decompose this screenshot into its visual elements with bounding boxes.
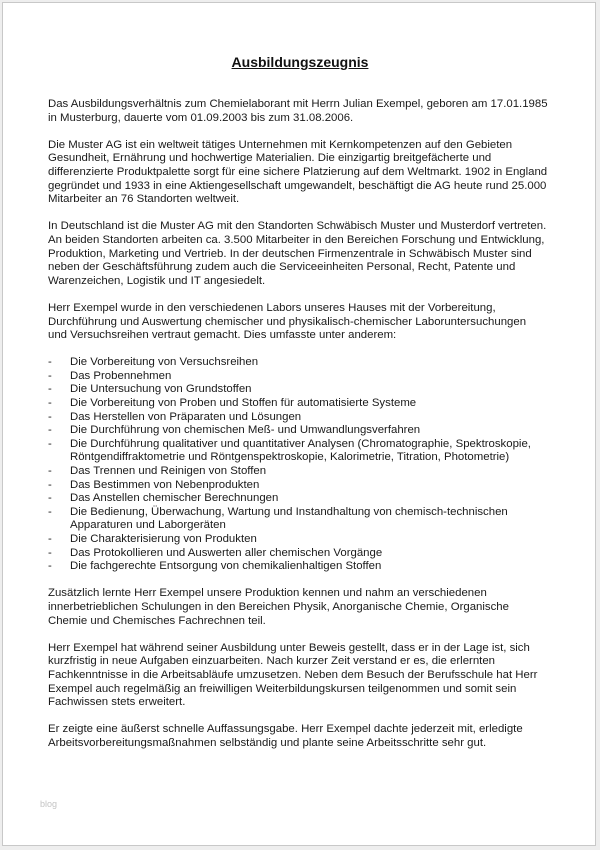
list-item: - Das Herstellen von Präparaten und Lösungen	[48, 410, 302, 423]
paragraph-performance: Herr Exempel hat während seiner Ausbildung unter Beweis gestellt, dass er in der Lage ist, sich kurzfristig in neue Aufgaben einzuarbeiten. Nach kurzer Zeit verstand er es, die erlernten Fachkenntnisse in die Arbeitsabläufe umzusetzen. Neben dem Besuch der Berufsschule hat Herr Exempel auch regelmäßig an freiwilligen Weiterbildungskursen teilgenommen und somit sein Fachwissen stets erweitert.	[48, 641, 538, 709]
watermark: blog	[40, 799, 58, 809]
paragraph-employment-period: Das Ausbildungsverhältnis zum Chemielaborant mit Herrn Julian Exempel, geboren am 17.01.1985 in Musterburg, dauerte vom 01.09.2003 bis zum 31.08.2006.	[48, 98, 548, 124]
list-item: - Das Protokollieren und Auswerten aller chemischen Vorgänge	[48, 546, 383, 559]
list-item: - Die Untersuchung von Grundstoffen	[48, 383, 252, 396]
paragraph-company-profile: Die Muster AG ist ein weltweit tätiges Unternehmen mit Kernkompetenzen auf den Gebieten Gesundheit, Ernährung und hochwertige Materialien. Die einzigartig breitgefächerte und differenzierte Produktpalette sorgt für eine sichere Platzierung auf dem Weltmarkt. 1902 in England gegründet und 1933 in eine Aktiengesellschaft umgewandelt, beschäftigt die AG heute rund 25.000 Mitarbeiter an 76 Standorten weltweit.	[48, 138, 548, 206]
list-item: - Die fachgerechte Entsorgung von chemikalienhaltigen Stoffen	[48, 560, 382, 573]
duties-list	[48, 356, 548, 574]
list-item: - Die Bedienung, Überwachung, Wartung und Instandhaltung von chemisch-technischen Apparaturen und Laborgeräten	[48, 505, 508, 532]
list-item: - Das Trennen und Reinigen von Stoffen	[48, 465, 267, 478]
document-page	[2, 2, 596, 846]
list-item: - Die Vorbereitung von Versuchsreihen	[48, 356, 259, 369]
list-item: - Die Durchführung qualitativer und quantitativer Analysen (Chromatographie, Spektroskopie, Röntgendiffraktometrie und Röntgenspektroskopie, Kalorimetrie, Titration, Photometrie)	[48, 437, 531, 464]
list-item: - Die Charakterisierung von Produkten	[48, 533, 257, 545]
paragraph-duties-intro: Herr Exempel wurde in den verschiedenen Labors unseres Hauses mit der Vorbereitung, Durchführung und Auswertung chemischer und physikalisch-chemischer Laboruntersuchungen und Versuchsreihen vertraut gemacht. Dies umfasste unter anderem:	[48, 301, 527, 342]
list-item: - Die Vorbereitung von Proben und Stoffen für automatisierte Systeme	[48, 397, 417, 410]
list-item: - Das Anstellen chemischer Berechnungen	[48, 492, 279, 505]
paragraph-assessment: Er zeigte eine äußerst schnelle Auffassungsgabe. Herr Exempel dachte jederzeit mit, erledigte Arbeitsvorbereitungsmaßnahmen selbständig und plante seine Arbeitsschritte sehr gut.	[48, 723, 523, 749]
document-title: Ausbildungszeugnis	[231, 54, 369, 70]
list-item: - Das Bestimmen von Nebenprodukten	[48, 478, 260, 491]
paragraph-germany-locations: In Deutschland ist die Muster AG mit den Standorten Schwäbisch Muster und Musterdorf vertreten. An beiden Standorten arbeiten ca. 3.500 Mitarbeiter in den Bereichen Forschung und Entwicklung, Produktion, Marketing und Vertrieb. In der deutschen Firmenzentrale in Schwäbisch Muster sind neben der Geschäftsführung zudem auch die Serviceeinheiten Personal, Recht, Patente und Warenzeichen, Logistik und IT angesiedelt.	[48, 220, 547, 287]
paragraph-training: Zusätzlich lernte Herr Exempel unsere Produktion kennen und nahm an verschiedenen innerbetrieblichen Schulungen in den Bereichen Physik, Anorganische Chemie, Organische Chemie und Chemisches Fachrechnen teil.	[48, 587, 509, 627]
list-item: - Das Probennehmen	[48, 369, 172, 382]
document-body	[48, 98, 548, 764]
list-item: - Die Durchführung von chemischen Meß- und Umwandlungsverfahren	[48, 424, 421, 437]
